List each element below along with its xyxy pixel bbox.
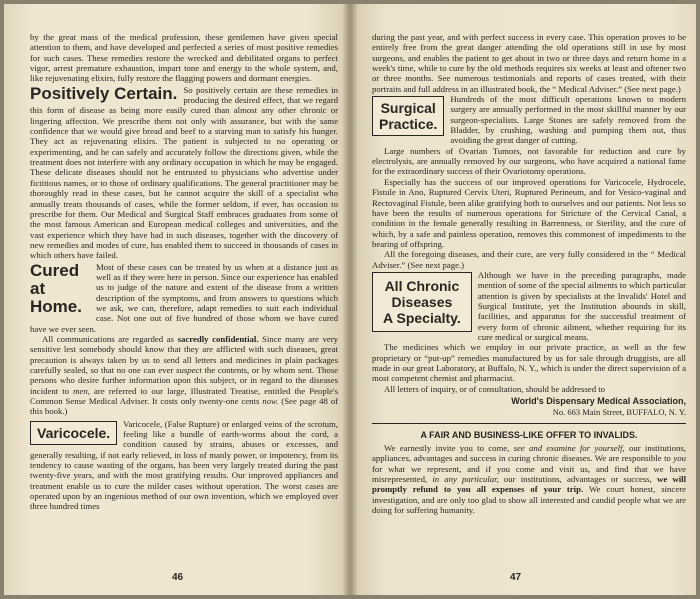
confidential-bold: sacredly confidential. xyxy=(177,333,259,344)
offer-italic-2: you xyxy=(673,453,686,464)
confidential-post3: are referred to our large, Illustrated Treatise, entitled the People's Common Sense Medical Adviser. It costs only twenty-one cents xyxy=(30,385,339,407)
confidential-paragraph xyxy=(30,334,338,417)
chronic-heading-line1: All Chronic xyxy=(384,277,460,294)
association-name: World's Dispensary Medical Association, xyxy=(511,396,686,407)
tumors-paragraph: Large numbers of Ovarian Tumors, not favorable for reduction and cure by electrolysis, are annually removed by our surgeons, who have acquired a national fame for the extraordinary success of their Ovariotomy operations. xyxy=(372,145,686,177)
left-page xyxy=(4,4,350,595)
operation-paragraph: during the past year, and with perfect success in every case. This operation proves to be entirely free from the great danger attending the old operations still in use by most surgeons, and enables the patient to get about in two or three days and return home in a week's time, while to cure by the old methods requires six weeks at least and oftener two or three months. See numerous testimonials and reports of cases treated, with their portraits and full address in an illustrated book, the “ Medical Adviser.” (See next page.) xyxy=(372,32,686,94)
men-word: men, xyxy=(73,385,90,396)
foregoing-paragraph: All the foregoing diseases, and their cure, are very fully considered in the “ Medical Adviser.” (See next page.) xyxy=(372,249,686,270)
page-number-left: 46 xyxy=(172,572,184,583)
varicocele-paragraph xyxy=(30,419,338,512)
chronic-text: Although we have in the preceding paragraphs, made mention of some of the special ailments to which particular attention is given by specialists at the Invalids' Hotel and Surgical Institute, yet the Institution abounds in skill, facilities, and apparatus for the successful treatment of every form of chronic ailment, whether requiring for its cure medical or surgical means. xyxy=(477,269,686,342)
intro-paragraph: by the great mass of the medical profession, these gentlemen have given special attention to them, and have developed and perfected a series of most positive remedies for such cases. These remedies restore the wrecked and debilitated organs to perfect vigor, arrest premature exhaustion, impart tone and energy to the whole system, and, like rejuvenating elixirs, fully restore the flagging powers and dormant energies. xyxy=(30,32,338,84)
confidential-post4: (See page 48 of this book.) xyxy=(30,396,339,417)
right-page xyxy=(350,4,696,595)
right-page-text xyxy=(372,32,686,515)
surgical-text: Hundreds of the most difficult operations known to modern surgery are annually performed in the most skillful manner by our surgeon-specialists. Large Stones are safely removed from the Bladder, by crushing, washing and pumping them out, thus avoiding the great danger of cutting. xyxy=(450,94,686,146)
surgical-heading-line2: Practice. xyxy=(379,116,438,133)
chronic-diseases-heading xyxy=(372,272,472,332)
surgical-practice-heading xyxy=(372,96,444,136)
offer-heading: A FAIR AND BUSINESS-LIKE OFFER TO INVALIDS. xyxy=(420,430,638,441)
offer-text-5: We court honest, sincere investigation, and are only too glad to show all interested and candid people what we are doing for suffering humanity. xyxy=(372,484,686,516)
chronic-paragraph xyxy=(372,270,686,342)
offer-italic-3: in any particular, xyxy=(432,474,499,485)
offer-italic-1: see and examine for yourself, xyxy=(513,443,625,454)
offer-paragraph xyxy=(372,443,686,515)
positively-paragraph xyxy=(30,85,338,261)
suspect-word: suspect xyxy=(176,365,202,375)
positively-text: So positively certain are these remedies in producing the desired effect, that we regard this form of disease as being more easily cured than almost any other chronic or lingering affection. We prescribe them not only with assurance, but with the same confidence that we would give bread and beef to a starving man to satisfy his hunger. They act as rejuvenating elixirs. The patient is subjected to no operating or experimenting, and he can safely and accurately follow the directions given, while the treatment does not interfere with any ordinary occupation in which he may be engaged. These delicate diseases should not be entrusted to physicians who advertise under fictitious names, or to those of ordinary qualifications. The general practitioner may be thoroughly read in these cases, but he cannot acquire the skill of a specialist who annually treats thousands of cases, while the former seldom, if ever, has occasion to prescribe for them. Our Medical and Surgical Staff embraces graduates from some of the most famous American and European medical colleges and universities, and the vast experience which they have had in such diseases, together with the discovery of new remedies and modes of cure, has enabled them to succeed in thousands of cases in which others have failed. xyxy=(30,84,338,261)
surgical-paragraph xyxy=(372,94,686,146)
association-address: No. 663 Main Street, BUFFALO, N. Y. xyxy=(552,407,686,418)
cured-at-home-heading: Cured at Home. xyxy=(30,260,82,316)
left-page-text xyxy=(30,32,338,512)
confidential-pre: All communications are regarded as xyxy=(42,333,174,344)
varicocele-heading: Varicocele. xyxy=(30,421,117,445)
offer-text-3: for what we represent, and if you come and visit us, and find that we have misrepresented, xyxy=(372,463,686,485)
book-spread xyxy=(4,4,696,595)
offer-text-2: our institutions, appliances, advantages and success in curing chronic diseases. We are responsible to xyxy=(372,443,686,464)
offer-text-1: We earnestly invite you to come, xyxy=(384,443,510,454)
cured-paragraph xyxy=(30,262,338,334)
surgical-heading-line1: Surgical xyxy=(380,100,436,117)
page-number-right: 47 xyxy=(510,572,522,583)
now-word: now. xyxy=(262,396,279,407)
varicocele-text: Varicocele, (False Rupture) or enlarged veins of the scrotum, feeling like a bundle of earth-worms about the cord, a condition caused by strains, abuses or excesses, and generally resulting, if not early relieved, in loss of manly power, or impotency, from its tendency to cause wasting of the organs, has been very largely treated during the past twenty-five years, and with the most gratifying results. Our improved appliances and treatment enable us to cure the milder cases without operation. The worst cases are operated upon by an ingenious method of our own invention, which we employed over three hundred times xyxy=(30,418,338,512)
chronic-heading-line2: Diseases xyxy=(391,293,453,310)
offer-bold: we will promptly refund to you all expenses of your trip. xyxy=(372,474,686,495)
confidential-post2: the contents, or by whom sent. Those persons who desire further information upon this subject, or in regard to the diseases incident to xyxy=(30,365,339,396)
confidential-post: Since many are very sensitive lest somebody should know that they are afflicted with such diseases, great precaution is always taken by us to send all letters and medicines in plain packages carefully sealed, so that no one can ever xyxy=(30,333,339,375)
especially-paragraph: Especially has the success of our improved operations for Varicocele, Hydrocele, Fistule in Ano, Ruptured Cervix Uteri, Ruptured Perineum, and for Vesico-vaginal and Rectovaginal Fistule, been alike gratifying both to ourselves and our patients. Not less so have been the results of numerous operations for Stricture of the Cervical Canal, a condition in the female generally resulting in Barrenness, or Sterility, and the cure of which, by a safe and painless operation, removes this commonest of impediments to the bearing of offspring. xyxy=(372,176,686,249)
letters-paragraph: All letters of inquiry, or of consultation, should be addressed to xyxy=(384,383,606,394)
medicines-paragraph: The medicines which we employ in our private practice, as well as the few proprietary or “put-up” remedies manufactured by us for sale through druggists, are all made in our great Laboratory, at Buffalo, N. Y., which is under the direct supervision of a most competent chemist and pharmacist. xyxy=(372,342,686,384)
positively-certain-heading: Positively Certain. xyxy=(30,83,178,103)
chronic-heading-line3: A Specialty. xyxy=(383,309,461,326)
cured-text: Most of these cases can be treated by us when at a distance just as well as if they were here in person. Since our experience has enabled us to judge of the nature and extent of the disease from a written description of the symptoms, and from answers to questions which we ask, we can, therefore, adapt remedies to suit each individual case. Not one out of five hundred of those whom we have cured have we ever seen. xyxy=(30,261,338,334)
divider-rule xyxy=(372,423,686,424)
offer-text-4: our institutions, advantages or success, xyxy=(503,474,652,485)
